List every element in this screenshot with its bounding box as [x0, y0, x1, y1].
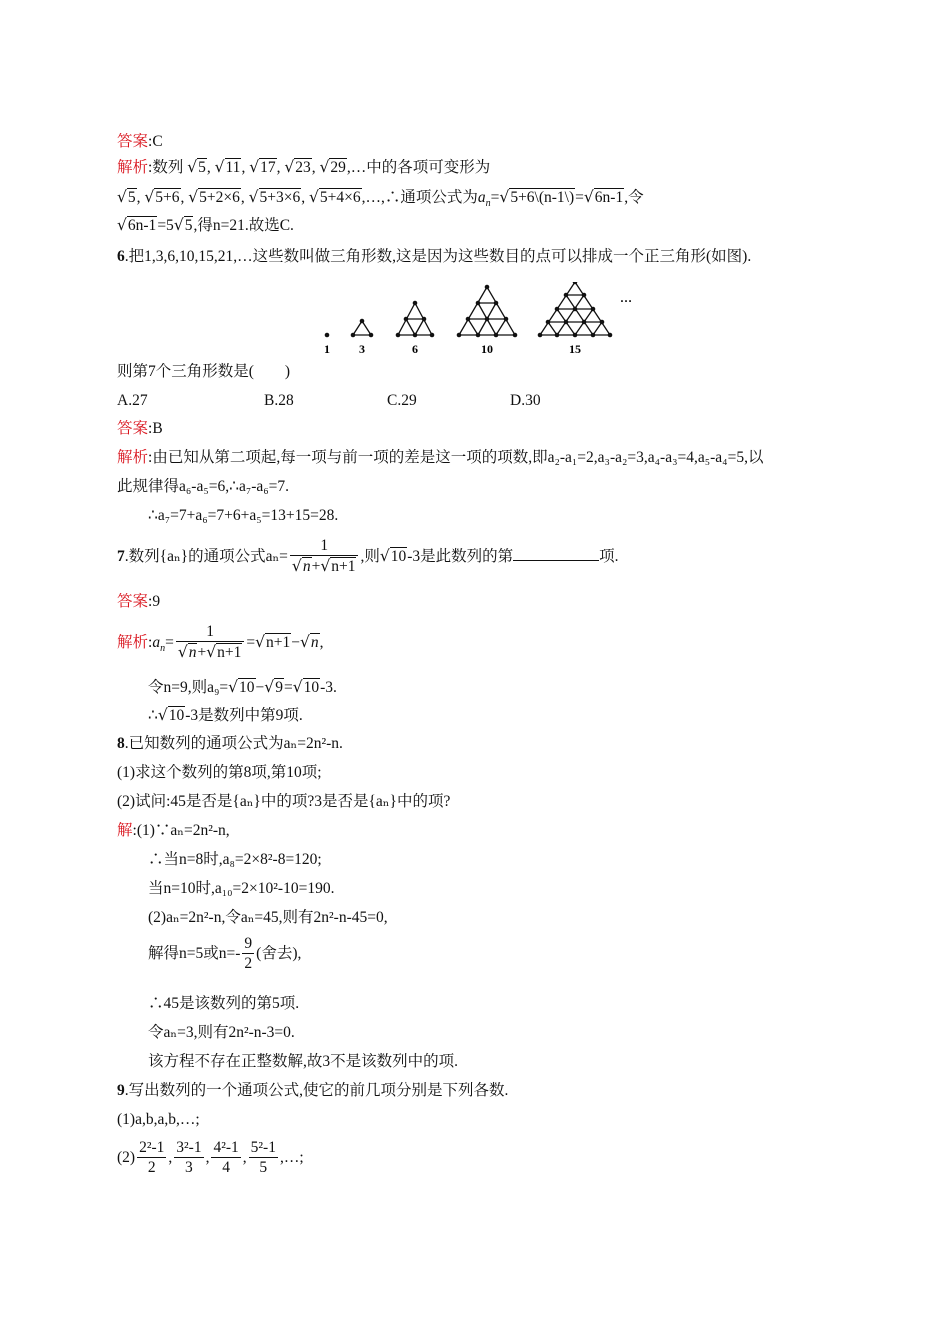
fig-label-6: 6	[412, 342, 418, 356]
q8-solution-line8: 该方程不存在正整数解,故3不是该数列中的项.	[148, 1053, 459, 1070]
fig-ellipsis: …	[620, 291, 632, 305]
triangle-numbers-figure	[310, 282, 640, 360]
fig-label-10: 10	[481, 342, 493, 356]
q8-solution-line3: 当n=10时,a₁₀=2×10²-10=190.	[148, 880, 335, 897]
q6-solution-line2: 此规律得a₆-a₅=6,∴a₇-a₆=7.	[117, 478, 290, 495]
q8-part2: (2)试问:45是否是{aₙ}中的项?3是否是{aₙ}中的项?	[117, 793, 451, 810]
q6-option-c: C.29	[387, 392, 417, 409]
q6-option-a: A.27	[117, 392, 148, 409]
fig-label-15: 15	[569, 342, 581, 356]
q5-solution-line3: √6n-1=5√5,得n=21.故选C.	[117, 216, 294, 234]
q5-answer-line: 答案:C	[117, 133, 163, 150]
q6-question: 则第7个三角形数是( )	[117, 363, 291, 380]
fig-label-3: 3	[359, 342, 365, 356]
q7-solution-line3: ∴√10-3是数列中第9项.	[148, 706, 303, 724]
q7-answer-line: 答案:9	[117, 593, 161, 610]
answer-label: 答案	[117, 133, 149, 150]
q8-part1: (1)求这个数列的第8项,第10项;	[117, 764, 322, 781]
q8-solution-line5: 解得n=5或n=- $\frac{9}{2}$ (舍去),	[148, 934, 302, 972]
q5-solution-line1: 解析:数列 √5, √11, √17, √23, √29,…中的各项可变形为	[117, 158, 491, 176]
q6-option-b: B.28	[264, 392, 294, 409]
q8-stem: 8.已知数列的通项公式为aₙ=2n²-n.	[117, 735, 343, 752]
q6-option-d: D.30	[510, 392, 541, 409]
q8-solution-line4: (2)aₙ=2n²-n,令aₙ=45,则有2n²-n-45=0,	[148, 909, 388, 926]
q9-part1: (1)a,b,a,b,…;	[117, 1111, 200, 1128]
q7-stem: 7.数列{aₙ}的通项公式aₙ= $\frac{1}{√n+√n+1}$ ,则√10-3是此数列的第 项.	[117, 537, 619, 576]
q5-solution-line2: √5, √5+6, √5+2×6, √5+3×6, √5+4×6,…,∴通项公式为$a_n=√5+6\backslash(n-1\backslash)=√6n-1$,令	[117, 188, 644, 210]
q9-stem: 9.写出数列的一个通项公式,使它的前几项分别是下列各数.	[117, 1082, 509, 1099]
q8-solution-line6: ∴45是该数列的第5项.	[148, 995, 300, 1012]
solution-label: 解析	[117, 159, 149, 176]
answer-blank[interactable]	[513, 546, 599, 561]
q9-part2: (2) $\frac{\text{2²-1}}{2}$ , $\frac{\text{3²-1}}{3}$ , $\frac{\text{4²-1}}{4}$ , $\frac{\text{5²-1}}{5}$ ,…;	[117, 1138, 304, 1176]
q8-solution-line1: 解:(1)∵aₙ=2n²-n,	[117, 822, 230, 839]
q7-solution-line2: 令n=9,则a₉=√10−√9=√10-3.	[148, 678, 337, 696]
q6-solution-line1: 解析:由已知从第二项起,每一项与前一项的差是这一项的项数,即a₂-a₁=2,a₃-a₂=3,a₄-a₃=4,a₅-a₄=5,以	[117, 449, 764, 466]
q8-solution-line7: 令aₙ=3,则有2n²-n-3=0.	[148, 1024, 295, 1041]
q8-solution-line2: ∴当n=8时,a₈=2×8²-8=120;	[148, 851, 322, 868]
q6-solution-line3: ∴a₇=7+a₆=7+6+a₅=13+15=28.	[148, 507, 339, 524]
fig-label-1: 1	[324, 342, 330, 356]
q7-solution-line1: 解析$:a_n=$ $\frac{1}{√n+√n+1}$ =√n+1−√n,	[117, 623, 324, 662]
q6-answer-line: 答案:B	[117, 420, 163, 437]
q6-stem: 6.把1,3,6,10,15,21,…这些数叫做三角形数,这是因为这些数目的点可以排成一个正三角形(如图).	[117, 248, 752, 265]
